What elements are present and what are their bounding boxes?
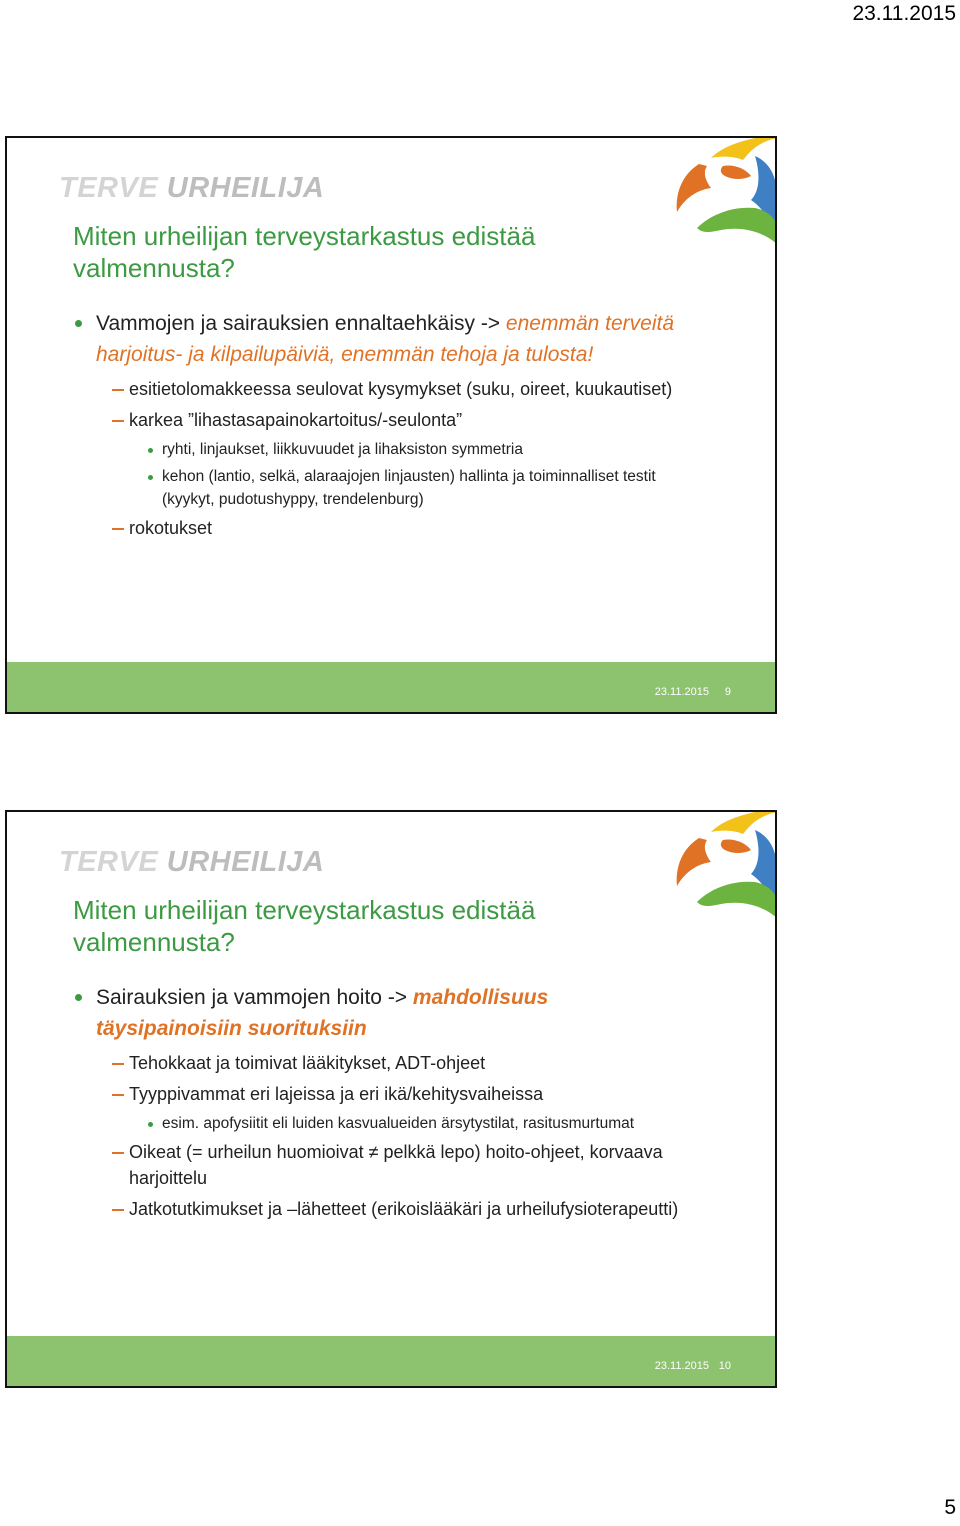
sub-bullet-typical-injuries: Tyyppivammat eri lajeissa ja eri ikä/kehitysvaiheissa xyxy=(7,1081,775,1107)
sub-bullet-medication: Tehokkaat ja toimivat lääkitykset, ADT-ohjeet xyxy=(7,1050,775,1076)
bullet-main-emphasis: mahdollisuus täysipainoisiin suorituksiin xyxy=(96,986,549,1040)
detail-bullet-body-control: kehon (lantio, selkä, alaraajojen linjausten) hallinta ja toiminnalliset testit (kyykyt, pudotushyppy, trendelenburg) xyxy=(7,465,775,511)
athlete-logo-icon xyxy=(647,136,777,244)
slide-content xyxy=(7,982,775,1227)
brand-word-terve: TERVE xyxy=(59,172,159,204)
bullet-main-text: Vammojen ja sairauksien ennaltaehkäisy -> xyxy=(96,312,506,335)
slide-10 xyxy=(5,810,777,1388)
brand-word-terve: TERVE xyxy=(59,846,159,878)
detail-bullet-apophysitis: esim. apofysiitit eli luiden kasvualueiden ärsytystilat, rasitusmurtumat xyxy=(7,1112,775,1135)
slide-title: Miten urheilijan terveystarkastus edistää valmennusta? xyxy=(73,895,536,957)
brand-logo-text xyxy=(59,172,324,205)
detail-bullet-posture: ryhti, linjaukset, liikkuvuudet ja lihaksiston symmetria xyxy=(7,438,775,461)
brand-word-urheilija: URHEILIJA xyxy=(166,846,325,878)
slide-footer xyxy=(7,1336,775,1386)
sub-bullet-treatment: Oikeat (= urheilun huomioivat ≠ pelkkä lepo) hoito-ohjeet, korvaava harjoittelu xyxy=(7,1139,775,1191)
page-date: 23.11.2015 xyxy=(852,2,956,25)
sub-bullet-questionnaire: esitietolomakkeessa seulovat kysymykset (suku, oireet, kuukautiset) xyxy=(7,376,775,402)
footer-date: 23.11.2015 xyxy=(654,1360,709,1372)
bullet-main-emphasis: enemmän terveitä harjoitus- ja kilpailupäiviä, enemmän tehoja ja tulosta! xyxy=(96,312,675,366)
bullet-main xyxy=(7,982,775,1044)
slide-footer xyxy=(7,662,775,712)
brand-word-urheilija: URHEILIJA xyxy=(166,172,325,204)
sub-bullet-vaccinations: rokotukset xyxy=(7,515,775,541)
slide-number: 9 xyxy=(724,686,731,698)
sub-bullet-referrals: Jatkotutkimukset ja –lähetteet (erikoislääkäri ja urheilufysioterapeutti) xyxy=(7,1196,775,1222)
slide-content xyxy=(7,308,775,546)
page-number: 5 xyxy=(944,1496,956,1519)
bullet-main xyxy=(7,308,775,370)
bullet-main-text: Sairauksien ja vammojen hoito -> xyxy=(96,986,413,1009)
sub-bullet-muscle-balance: karkea ”lihastasapainokartoitus/-seulonta” xyxy=(7,407,775,433)
athlete-logo-icon xyxy=(647,810,777,918)
brand-logo-text xyxy=(59,846,324,879)
footer-date: 23.11.2015 xyxy=(654,686,709,698)
slide-number: 10 xyxy=(718,1360,731,1372)
slide-9 xyxy=(5,136,777,714)
slide-title: Miten urheilijan terveystarkastus edistää valmennusta? xyxy=(73,221,536,283)
